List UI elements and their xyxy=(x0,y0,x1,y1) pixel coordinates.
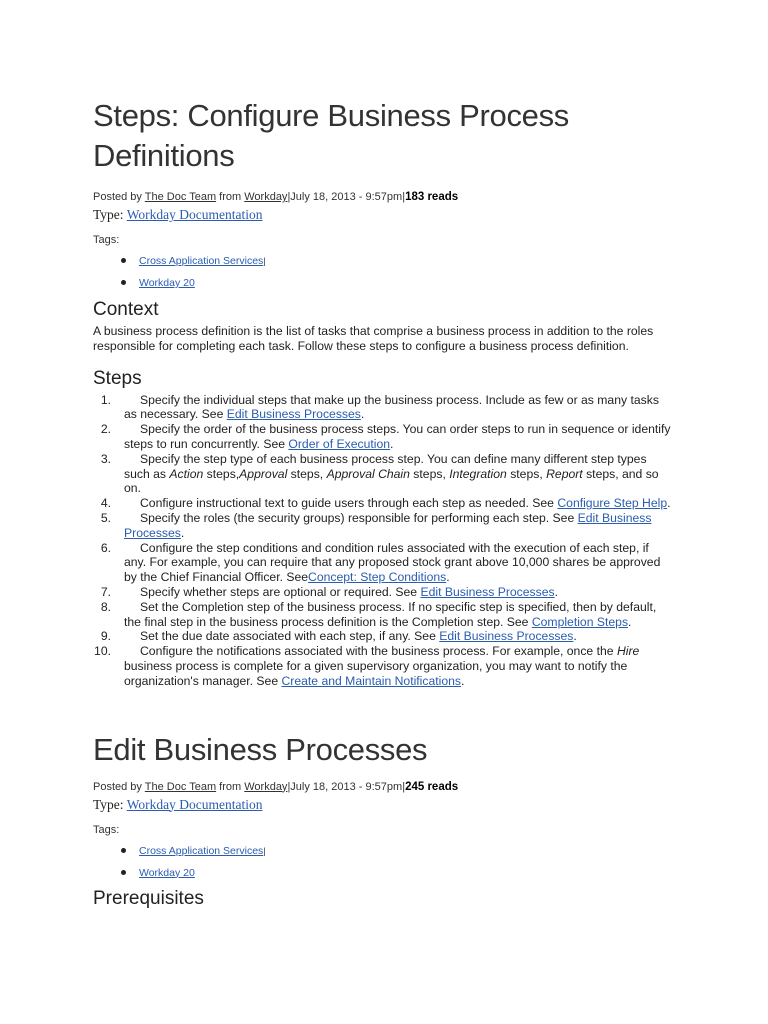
step-text: Specify the order of the business process steps. You can order steps to run in sequence or identify steps to run concurrently. See xyxy=(124,422,671,451)
article-meta xyxy=(93,190,673,204)
step-text-end: . xyxy=(446,570,450,585)
step-type-integration: Integration xyxy=(449,466,507,481)
tags-label: Tags: xyxy=(93,234,120,246)
step-number: 7. xyxy=(100,584,111,599)
from-label: from xyxy=(216,780,245,793)
context-heading: Context xyxy=(93,299,159,320)
step-number: 6. xyxy=(100,540,111,555)
step-number: 2. xyxy=(100,422,111,437)
tag-list xyxy=(93,844,673,888)
author-link[interactable]: The Doc Team xyxy=(144,780,217,793)
edit-business-processes-link[interactable]: Edit Business Processes xyxy=(439,629,574,644)
step-text: steps, xyxy=(203,466,240,481)
step-text: Specify whether steps are optional or required. See xyxy=(140,584,421,599)
list-item xyxy=(121,844,673,866)
step-type-approval: Approval xyxy=(239,466,288,481)
step-number: 10. xyxy=(94,644,111,659)
tag-separator: | xyxy=(263,256,266,266)
edit-business-processes-link[interactable]: Edit Business Processes xyxy=(226,407,361,422)
step-text: steps, xyxy=(287,466,327,481)
list-item xyxy=(93,585,673,600)
step-number: 1. xyxy=(100,392,111,407)
step-number: 4. xyxy=(100,496,111,511)
step-text-end: . xyxy=(573,629,577,644)
step-type-report: Report xyxy=(546,466,583,481)
from-label: from xyxy=(216,191,245,203)
step-text: Set the Completion step of the business process. If no specific step is specified, then by default, the final step in the business process definition is the Completion step. See xyxy=(124,599,657,629)
read-count: 245 reads xyxy=(405,780,459,793)
list-item xyxy=(93,644,673,688)
post-date: |July 18, 2013 - 9:57pm| xyxy=(287,780,406,793)
create-and-maintain-notifications-link[interactable]: Create and Maintain Notifications xyxy=(281,673,462,688)
step-text: steps, xyxy=(409,466,450,481)
step-text: steps, xyxy=(506,466,547,481)
steps-heading: Steps xyxy=(93,367,142,389)
tag-link-cross-application-services[interactable]: Cross Application Services xyxy=(139,255,264,267)
context-paragraph: A business process definition is the list of tasks that comprise a business process in addition to the roles responsible for completing each task. Follow these steps to configure a business process definition. xyxy=(93,324,654,353)
list-item xyxy=(121,254,673,276)
tag-link-cross-application-services[interactable]: Cross Application Services xyxy=(139,844,264,857)
article-title-edit-business-processes: Edit Business Processes xyxy=(93,731,428,767)
source-link[interactable]: Workday xyxy=(244,780,288,793)
post-date: |July 18, 2013 - 9:57pm| xyxy=(287,191,406,203)
step-text: Configure the step conditions and condition rules associated with the execution of each step, if any. For example, you can require that any proposed stock grant above 10,000 shares be approved by the Chief Financial Officer. See xyxy=(124,540,661,585)
tag-link-workday-20[interactable]: Workday 20 xyxy=(139,866,195,879)
list-item xyxy=(121,276,673,298)
step-type-action: Action xyxy=(169,466,204,481)
list-item xyxy=(93,600,673,630)
step-text: Specify the individual steps that make up the business process. Include as few or as many tasks as necessary. See xyxy=(124,392,659,422)
step-number: 3. xyxy=(100,451,111,466)
list-item xyxy=(93,422,673,452)
step-number: 8. xyxy=(100,599,111,614)
configure-step-help-link[interactable]: Configure Step Help xyxy=(557,496,668,511)
step-text: Configure instructional text to guide users through each step as needed. See xyxy=(140,496,558,511)
list-item xyxy=(93,541,673,585)
posted-by-label: Posted by xyxy=(93,780,145,793)
type-link[interactable]: Workday Documentation xyxy=(126,796,263,812)
article-meta xyxy=(93,780,673,794)
step-number: 5. xyxy=(100,510,111,525)
tag-list xyxy=(93,254,673,298)
author-link[interactable]: The Doc Team xyxy=(144,191,217,203)
step-text-end: . xyxy=(667,496,671,511)
type-link[interactable]: Workday Documentation xyxy=(126,207,263,222)
step-text: Specify the roles (the security groups) responsible for performing each step. See xyxy=(140,510,578,525)
list-item xyxy=(93,629,673,644)
tags-label: Tags: xyxy=(93,823,120,836)
step-text: Specify the step type of each business process step. You can define many different step types such as xyxy=(124,451,647,481)
step-text-end: . xyxy=(180,525,185,540)
step-text: Configure the notifications associated with the business process. For example, once the xyxy=(140,644,617,659)
article-type xyxy=(93,206,673,224)
edit-business-processes-link[interactable]: Edit Business Processes xyxy=(420,584,555,599)
list-item xyxy=(93,511,673,541)
prerequisites-heading: Prerequisites xyxy=(93,887,204,909)
step-text-end: . xyxy=(390,436,394,451)
step-number: 9. xyxy=(100,629,111,644)
step-text-end: . xyxy=(461,673,465,688)
source-link[interactable]: Workday xyxy=(244,191,288,203)
article-content xyxy=(93,96,673,910)
step-text: Set the due date associated with each step, if any. See xyxy=(140,629,440,644)
read-count: 183 reads xyxy=(405,191,459,203)
edit-business-processes-link[interactable]: Edit Business Processes xyxy=(124,510,652,540)
list-item xyxy=(93,452,673,496)
step-text: steps, and so on. xyxy=(124,466,659,496)
list-item xyxy=(93,496,673,511)
posted-by-label: Posted by xyxy=(93,191,145,203)
type-label: Type: xyxy=(93,207,127,222)
hire-process-name: Hire xyxy=(616,644,640,659)
article-type xyxy=(93,796,673,814)
steps-list xyxy=(93,393,673,689)
step-text-end: . xyxy=(628,614,632,629)
article-title: Steps: Configure Business Process Definitions xyxy=(93,98,570,173)
order-of-execution-link[interactable]: Order of Execution xyxy=(288,436,391,451)
concept-step-conditions-link[interactable]: Concept: Step Conditions xyxy=(308,570,447,585)
completion-steps-link[interactable]: Completion Steps xyxy=(531,614,629,629)
tag-separator: | xyxy=(263,845,266,856)
step-text: business process is complete for a given supervisory organization, you may want to notify the organization's manager. See xyxy=(124,658,628,688)
step-type-approval-chain: Approval Chain xyxy=(326,466,410,481)
list-item xyxy=(93,393,673,423)
step-text-end: . xyxy=(554,584,558,599)
list-item xyxy=(121,866,673,888)
tag-link-workday-20[interactable]: Workday 20 xyxy=(139,277,195,289)
step-text-end: . xyxy=(360,407,365,422)
type-label: Type: xyxy=(93,796,127,812)
